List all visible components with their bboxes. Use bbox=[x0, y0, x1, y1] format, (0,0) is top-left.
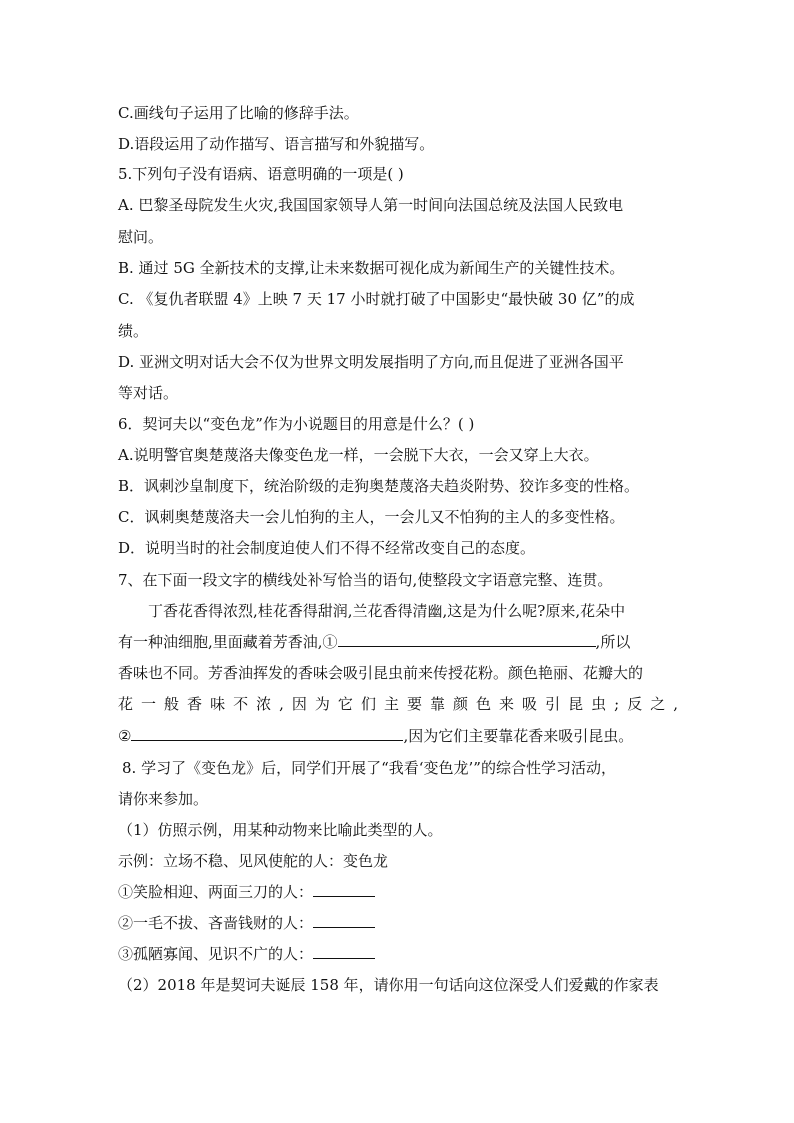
q8-item-1 bbox=[118, 881, 678, 903]
q5-option-d-line1: D. 亚洲文明对话大会不仅为世界文明发展指明了方向,而且促进了亚洲各国平 bbox=[118, 353, 624, 371]
q5-option-d-line2: 等对话。 bbox=[118, 384, 179, 402]
q5-option-c-line2: 绩。 bbox=[118, 322, 149, 340]
q8-blank-1[interactable] bbox=[313, 881, 375, 897]
q8-item-3 bbox=[118, 943, 678, 965]
q8-blank-3[interactable] bbox=[313, 943, 375, 959]
q4-option-d: D.语段运用了动作描写、语言描写和外貌描写。 bbox=[118, 135, 435, 153]
q8-part2: （2）2018 年是契诃夫诞辰 158 年，请你用一句话向这位深受人们爱戴的作家表 bbox=[118, 976, 659, 994]
q7-passage-line3: 香味也不同。芳香油挥发的香味会吸引昆虫前来传授花粉。颜色艳丽、花瓣大的 bbox=[118, 664, 644, 682]
q5-option-c-line1: C. 《复仇者联盟 4》上映 7 天 17 小时就打破了中国影史“最快破 30 亿”的成 bbox=[118, 290, 635, 308]
q6-option-b: B．讽刺沙皇制度下，统治阶级的走狗奥楚蔑洛夫趋炎附势、狡诈多变的性格。 bbox=[118, 477, 640, 495]
q5-stem: 5.下列句子没有语病、语意明确的一项是( ) bbox=[118, 165, 404, 183]
q4-option-c: C.画线句子运用了比喻的修辞手法。 bbox=[118, 104, 359, 122]
q6-stem: 6．契诃夫以“变色龙”作为小说题目的用意是什么？( ) bbox=[118, 415, 475, 433]
q7-passage-line5 bbox=[118, 725, 678, 747]
q5-option-a-line1: A. 巴黎圣母院发生火灾,我国国家领导人第一时间向法国总统及法国人民致电 bbox=[118, 196, 624, 214]
q8-blank-2[interactable] bbox=[313, 912, 375, 928]
q7-passage-line4: 花一般香味不浓,因为它们主要靠颜色来吸引昆虫;反之, bbox=[118, 695, 678, 713]
q8-stem-line1: 8. 学习了《变色龙》后，同学们开展了“我看‘变色龙’”的综合性学习活动， bbox=[122, 759, 616, 777]
q7-stem: 7、在下面一段文字的横线处补写恰当的语句,使整段文字语意完整、连贯。 bbox=[118, 571, 613, 589]
q5-option-b: B. 通过 5G 全新技术的支撑,让未来数据可视化成为新闻生产的关键性技术。 bbox=[118, 259, 625, 277]
q7-blank-2[interactable] bbox=[131, 725, 403, 741]
q7-passage-line2-tail: ,所以 bbox=[595, 633, 631, 651]
q7-passage-line5-tail: ,因为它们主要靠花香来吸引昆虫。 bbox=[403, 727, 634, 745]
q7-passage-line2-text: 有一种油细胞,里面藏着芳香油,① bbox=[118, 633, 338, 651]
q7-passage-line5-lead: ② bbox=[118, 727, 132, 745]
q7-passage-line2 bbox=[118, 631, 678, 653]
q8-item-3-text: ③孤陋寡闻、见识不广的人： bbox=[118, 945, 314, 963]
q8-stem-line2: 请你来参加。 bbox=[118, 790, 209, 808]
q7-passage-line1: 丁香花香得浓烈,桂花香得甜润,兰花香得清幽,这是为什么呢?原来,花朵中 bbox=[148, 602, 626, 620]
q6-option-c: C．讽刺奥楚蔑洛夫一会儿怕狗的主人，一会儿又不怕狗的主人的多变性格。 bbox=[118, 508, 625, 526]
q8-example: 示例：立场不稳、见风使舵的人：变色龙 bbox=[118, 852, 389, 870]
q8-item-2 bbox=[118, 912, 678, 934]
q7-blank-1[interactable] bbox=[338, 631, 596, 647]
q5-option-a-line2: 慰问。 bbox=[118, 228, 164, 246]
q8-item-2-text: ②一毛不拔、吝啬钱财的人： bbox=[118, 914, 314, 932]
q8-item-1-text: ①笑脸相迎、两面三刀的人： bbox=[118, 883, 314, 901]
q6-option-a: A.说明警官奥楚蔑洛夫像变色龙一样，一会脱下大衣，一会又穿上大衣。 bbox=[118, 446, 599, 464]
q6-option-d: D．说明当时的社会制度迫使人们不得不经常改变自己的态度。 bbox=[118, 539, 536, 557]
q8-part1: （1）仿照示例，用某种动物来比喻此类型的人。 bbox=[118, 821, 443, 839]
